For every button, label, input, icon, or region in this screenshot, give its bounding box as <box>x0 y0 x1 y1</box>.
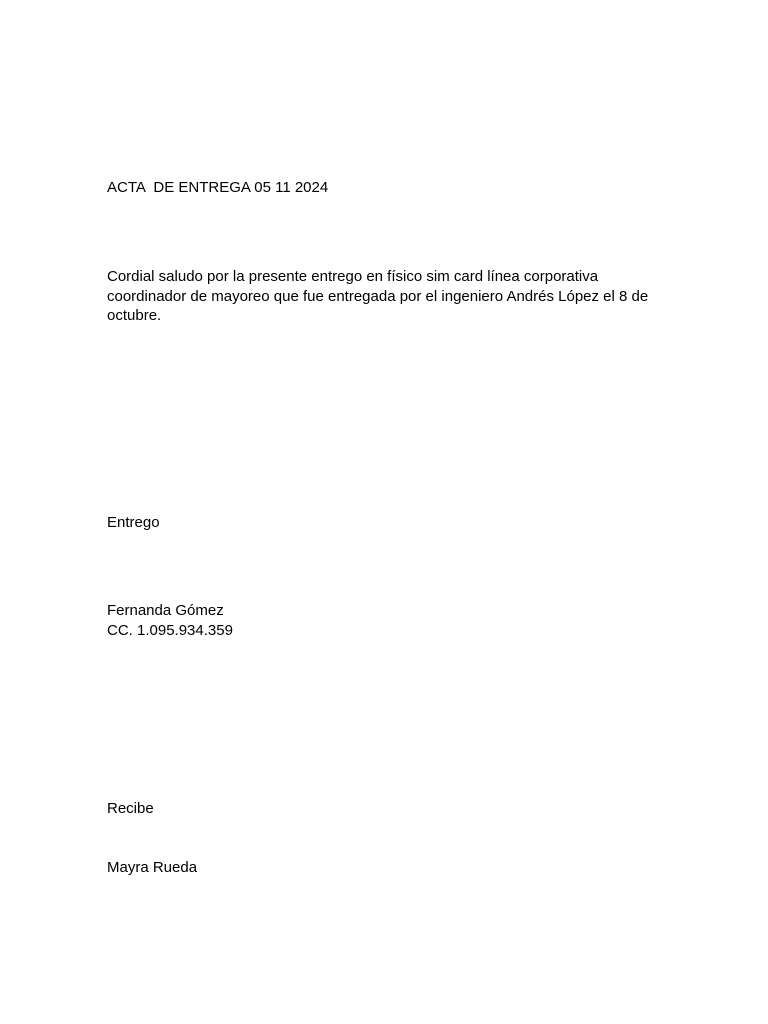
deliverer-name: Fernanda Gómez <box>107 602 224 619</box>
body-paragraph <box>107 267 667 326</box>
receiver-name: Mayra Rueda <box>107 859 198 876</box>
document-title: ACTA DE ENTREGA 05 11 2024 <box>107 179 329 196</box>
deliverer-label: Entrego <box>107 514 160 531</box>
receiver-label: Recibe <box>107 800 154 817</box>
body-line: Cordial saludo por la presente entrego en físico sim card línea corporativa <box>107 268 599 285</box>
body-line: octubre. <box>107 307 162 324</box>
deliverer-id: CC. 1.095.934.359 <box>107 622 233 639</box>
body-line: coordinador de mayoreo que fue entregada por el ingeniero Andrés López el 8 de <box>107 287 649 305</box>
